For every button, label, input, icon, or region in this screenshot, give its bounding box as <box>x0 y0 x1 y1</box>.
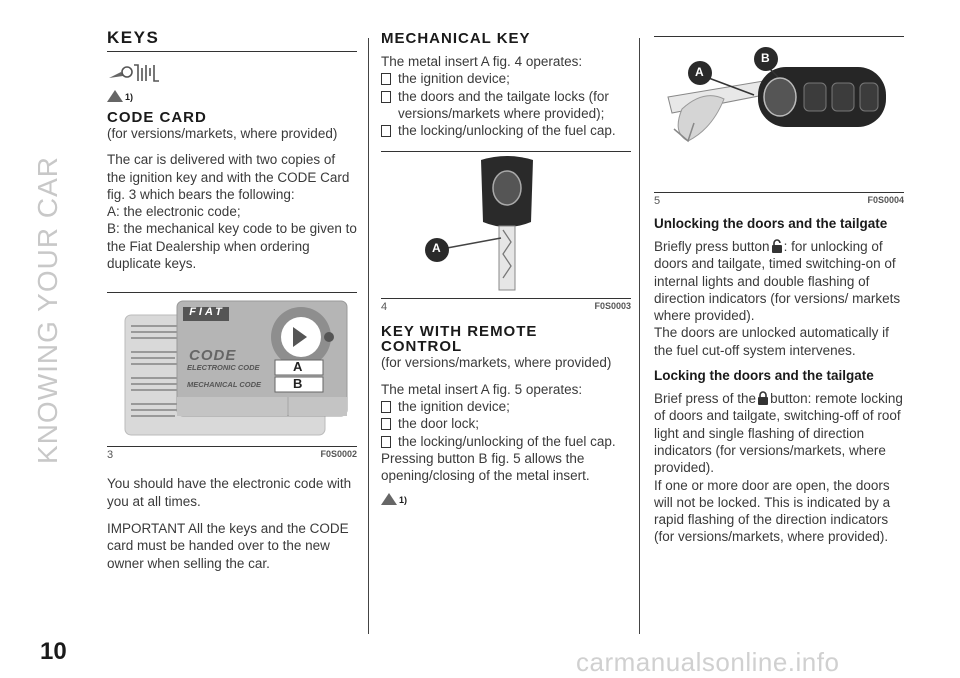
figure-code-card <box>107 292 357 447</box>
lock-paragraph: Brief press of the button: remote locking of doors and tailgate, switching-off of roof light and single flashing of direction indicators (for versions/markets, where provided). <box>654 391 903 476</box>
figure-number: 3 <box>107 449 114 462</box>
checkbox-bullet-icon <box>381 73 391 85</box>
card-letter-a: A <box>293 359 303 375</box>
list-item: the doors and the tailgate locks (for versions/markets where provided); <box>381 88 631 123</box>
mechanical-key-heading: MECHANICAL KEY <box>381 30 531 47</box>
figure-caption <box>107 449 357 461</box>
remote-key-heading-line2: CONTROL <box>381 338 463 356</box>
card-label-electronic: ELECTRONIC CODE <box>187 363 260 373</box>
checkbox-bullet-icon <box>381 401 391 413</box>
figure-remote-key <box>654 36 904 193</box>
figure-number: 4 <box>381 301 388 314</box>
card-letter-b: B <box>293 376 303 392</box>
column-keys <box>107 28 357 572</box>
lock-heading: Locking the doors and the tailgate <box>654 368 874 384</box>
column-remote-operation <box>654 28 904 546</box>
figure-caption <box>654 195 904 207</box>
page-number: 10 <box>40 638 67 665</box>
list-item: the ignition device; <box>381 398 631 415</box>
unlock-paragraph-2: The doors are unlocked automatically if the fuel cut-off system intervenes. <box>654 325 889 358</box>
key-icon <box>107 62 163 84</box>
remote-letter-a: A <box>695 65 704 79</box>
paragraph-electronic-code: You should have the electronic code with you at all times. <box>107 476 352 509</box>
lock-paragraph-2: If one or more door are open, the doors will not be locked. This is indicated by a rapid flashing of the direction indicators (for versions/markets, where provided). <box>654 477 891 545</box>
card-title: CODE <box>189 347 237 365</box>
figure-code: F0S0004 <box>867 195 904 205</box>
watermark: carmanualsonline.info <box>576 647 840 677</box>
section-side-title: KNOWING YOUR CAR <box>32 156 64 464</box>
warning-triangle-icon <box>381 493 397 505</box>
code-card-note: (for versions/markets, where provided) <box>107 126 338 141</box>
card-label-mechanical: MECHANICAL CODE <box>187 380 262 390</box>
mechanical-key-intro: The metal insert A fig. 4 operates: <box>381 54 583 69</box>
key-letter-a: A <box>432 241 441 256</box>
code-card-heading: CODE CARD <box>107 109 207 126</box>
figure-code: F0S0003 <box>594 301 631 312</box>
code-card-paragraph: The car is delivered with two copies of the ignition key and with the CODE Card fig. 3 which bears the following: <box>107 152 350 202</box>
remote-key-intro: The metal insert A fig. 5 operates: <box>381 381 583 397</box>
checkbox-bullet-icon <box>381 125 391 137</box>
warning-triangle-icon <box>107 90 123 102</box>
checkbox-bullet-icon <box>381 436 391 448</box>
column-divider <box>639 38 640 634</box>
column-divider <box>368 38 369 634</box>
warning-reference: 1) <box>107 90 357 102</box>
checkbox-bullet-icon <box>381 418 391 430</box>
remote-letter-b: B <box>761 51 770 65</box>
list-item: the locking/unlocking of the fuel cap. <box>381 433 631 450</box>
mechanical-key-illustration <box>381 152 631 298</box>
heading-rule <box>107 51 357 52</box>
remote-key-note: (for versions/markets, where provided) <box>381 355 612 371</box>
unlock-paragraph: Briefly press button : for unlocking of doors and tailgate, timed switching-on of internal lights and double flashing of direction indicators (for versions/ markets where provided). <box>654 239 901 324</box>
code-card-line-b: B: the mechanical key code to be given to the Fiat Dealership when ordering duplicate keys. <box>107 221 357 272</box>
key-symbol <box>107 62 357 84</box>
section-heading-keys: KEYS <box>107 28 160 47</box>
list-item: the door lock; <box>381 415 631 432</box>
figure-mechanical-key <box>381 151 631 299</box>
card-brand: FIAT <box>189 306 225 319</box>
remote-key-paragraph: Pressing button B fig. 5 allows the opening/closing of the metal insert. <box>381 450 590 484</box>
figure-number: 5 <box>654 195 661 207</box>
column-mechanical-key <box>381 28 631 505</box>
checkbox-bullet-icon <box>381 91 391 103</box>
remote-key-illustration <box>654 37 904 192</box>
remote-key-heading-line1: KEY WITH REMOTE <box>381 323 538 341</box>
paragraph-important: IMPORTANT All the keys and the CODE card must be handed over to the new owner when selling the car. <box>107 520 349 571</box>
unlock-heading: Unlocking the doors and the tailgate <box>654 216 888 231</box>
list-item: the locking/unlocking of the fuel cap. <box>381 122 631 139</box>
figure-caption <box>381 301 631 313</box>
warning-reference: 1) <box>381 493 631 505</box>
list-item: the ignition device; <box>381 70 631 87</box>
figure-code: F0S0002 <box>320 449 357 460</box>
code-card-line-a: A: the electronic code; <box>107 204 241 220</box>
lock-padlock-icon <box>757 391 769 405</box>
unlock-padlock-icon <box>771 239 783 253</box>
